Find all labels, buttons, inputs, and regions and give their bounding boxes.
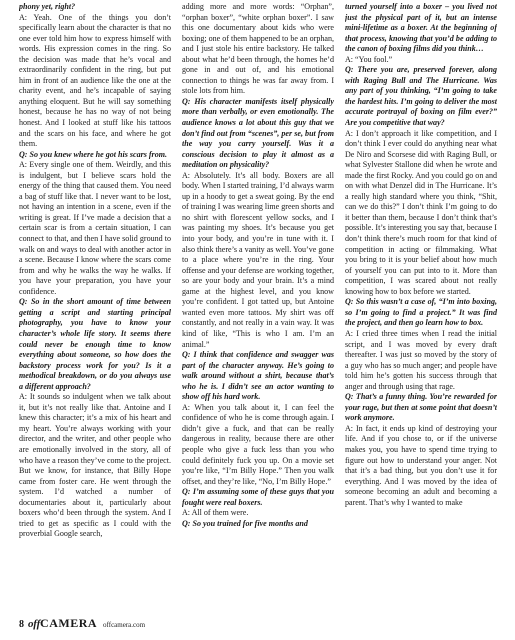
answer-paragraph: A: Absolutely. It’s all body. Boxers are all body. When I started training, I’d always warm up in a hoody to get a sweat going. By the end of training I was wearing lime green shorts and no shirt with florescent yellow socks, and I was painting my shoes. It’s because you get into your body, and you’re in tune with it. I also think there’s a vanity as well. You’ve gone to a place where you’re in the ring. Your offense and your defense are working together, so are your body and your brain. It’s a mind game at the highest level, and you know you’re confident. I got tatted up, but Antoine wanted even more tattoos. My shirt was off constantly, and not really in a vain way. It was kind of like, “This is who I am. I’m an animal.” (182, 170, 334, 349)
question-paragraph: Q: So in the short amount of time between getting a script and starting principal photography, you have to know your character’s whole life story. It seems there could never be enough time to know everything about someone, so how does the backstory process work for you? Is it a methodical breakdown, or do you always use a different approach? (19, 297, 171, 391)
answer-paragraph: A: “You fool.” (345, 54, 393, 64)
website-url: offcamera.com (103, 621, 146, 629)
answer-paragraph: A: When you talk about it, I can feel the confidence of who he is come through again. I didn’t give a fuck, and that can be really dangerous in reality, because there are other people who give a fuck less than you who could definitely fuck you up. On a movie set you’re like, “I’m Billy Hope.” Then you walk offset, and they’re like, “No, I’m Billy Hope.” (182, 402, 334, 486)
magazine-logo-camera: CAMERA (40, 616, 98, 630)
page-number: 8 (19, 619, 24, 630)
text-column-2 (182, 2, 334, 606)
answer-paragraph: A: It sounds so indulgent when we talk about it, but it’s not really like that. Antoine and I knew this character; it’s a mix of his heart and my heart. You’re always working with your director, and the writer, and other people who are emotionally involved in the story, all of who have a reason they’ve come to the project. But we know, for instance, that Billy Hope came from foster care. He went through the system. I’d watched a number of documentaries about it, particularly about boxers who’d been through the system. And I tried to get as specific as I could with the proverbial Google search, (19, 392, 171, 539)
answer-paragraph: A: Every single one of them. Weirdly, and this is indulgent, but I believe scars hold the energy of the thing that caused them. You need a bag of stuff like that. I never want to be lost, not having an intention in a scene, even if the writing is great. If I’ve made a decision that a certain scar is from a certain situation, I can connect to that, and then I have solid ground to walk on and ways to deal with another actor in a scene. Because I know where the scars come from and why he walks the way he walks. If you have your preparation, you have your confidence. (19, 160, 171, 296)
question-paragraph: Q: So you knew where he got his scars from. (19, 149, 167, 159)
question-paragraph: Q: His character manifests itself physically more than verbally, or even emotionally. The audience knows a lot about this guy that we don’t find out from “scenes”, per se, but from the way you carry yourself. Was it a conscious decision to play it almost as a meditation on physicality? (182, 96, 334, 170)
question-paragraph: phony yet, right? (19, 2, 76, 11)
question-paragraph: Q: That’s a funny thing. You’re rewarded for your rage, but then at some point that doesn’t work anymore. (345, 392, 497, 423)
answer-paragraph: A: I don’t approach it like competition, and I don’t think I ever could do anything near what De Niro and Scorsese did with Raging Bull, or what Sylvester Stallone did when he wrote and made the first Rocky. And you could go on and on with what Denzel did in The Hurricane. It’s a really high standard where you think, “Shit, can we do this?” I don’t think I’m going to do it better than them, because I don’t think that’s possible. It’s interesting you say that, because I don’t think there’s much room for that kind of competition in acting or filmmaking. What you bring to it is your belief about how much of yourself you can put into to it. More than competition, I was scared about not really knowing how to box before we started. (345, 128, 497, 296)
question-paragraph: Q: So you trained for five months and (182, 518, 308, 528)
answer-paragraph: adding more and more words: “Orphan”, “orphan boxer”, “white orphan boxer”. I saw this one documentary about kids who were boxing; one of them happened to be an orphan, and I just stole his entire backstory. He talked about what he’d been through, the homes he’d gone in and out of, and his emotional connection to things he was far away from. I stole lots from him. (182, 2, 334, 96)
question-paragraph: Q: I’m assuming some of these guys that you fought were real boxers. (182, 487, 334, 507)
page-footer (19, 616, 145, 632)
question-paragraph: Q: I think that confidence and swagger was part of the character anyway. He’s going to walk around without a shirt, because that’s who he is. I didn’t see an actor wanting to show off his hard work. (182, 350, 334, 402)
question-paragraph: Q: So this wasn’t a case of, “I’m into boxing, so I’m going to find a project.” It was find the project, and then go learn how to box. (345, 297, 497, 328)
text-column-1 (19, 2, 171, 606)
article-body (19, 2, 497, 606)
answer-paragraph: A: Yeah. One of the things you don’t specifically learn about the character is that no one ever told him how to express himself with words. His expression comes in the ring. So the decision was made that he’s vocal and extraordinarily confident in the ring, but put him in front of an audience like the one at the charity event, and he’s incapable of saying anything eloquent. But he will say something honest, because he has no way of not being honest. And I looked at stuff like his tattoos and the scars on his face, and where he got them. (19, 12, 171, 149)
text-column-3 (345, 2, 497, 606)
answer-paragraph: A: In fact, it ends up kind of destroying your life. And if you chose to, or if the universe makes you, you have to spend time trying to figure out how to understand your anger. Not that it’s a bad thing, but you don’t use it for everything. And I was moved by the idea of someone becoming an adult and becoming a parent. That’s why I wanted to make (345, 423, 497, 507)
question-paragraph: turned yourself into a boxer – you lived not just the physical part of it, but an intense mini-lifetime as a boxer. At the beginning of that process, knowing that you’d be adding to the canon of boxing films did you think… (345, 2, 497, 54)
magazine-logo-off: off (28, 618, 41, 630)
answer-paragraph: A: All of them were. (182, 508, 249, 518)
question-paragraph: Q: There you are, preserved forever, along with Raging Bull and The Hurricane. Was any part of you thinking, “I’m going to take the hardest hits. I’m going to deliver the most accurate portrayal of boxing on film ever?” Are you competitive that way? (345, 65, 497, 128)
answer-paragraph: A: I cried three times when I read the initial script, and I was moved by every draft thereafter. I was just so moved by the story of a guy who has so much anger; and people have told him he’s gotten his success through that anger and through using that rage. (345, 328, 497, 391)
